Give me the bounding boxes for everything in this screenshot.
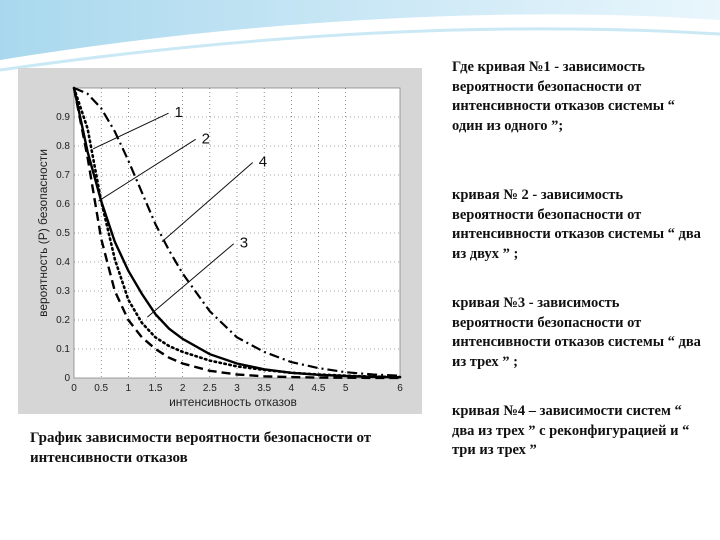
x-tick-label: 1.5 — [148, 383, 163, 394]
curve-label-4: 4 — [258, 153, 268, 171]
y-tick-label: 0.7 — [56, 170, 70, 181]
x-axis-title: интенсивность отказов — [169, 395, 297, 409]
reliability-chart — [18, 68, 422, 414]
x-tick-label: 2 — [179, 383, 186, 394]
y-tick-label: 0.8 — [56, 141, 70, 152]
y-tick-label: 0.9 — [56, 112, 70, 123]
note-curve-1: Где кривая №1 - зависимость вероятности безопасности от интенсивности отказов системы “ один из одного ”; — [452, 59, 675, 134]
chart-caption: График зависимости вероятности безопасности от интенсивности отказов — [30, 430, 372, 466]
x-tick-label: 3.5 — [257, 383, 272, 394]
curve-label-1: 1 — [174, 104, 183, 122]
curve-label-3: 3 — [239, 234, 249, 252]
x-tick-label: 2.5 — [202, 383, 217, 394]
x-tick-label: 6 — [397, 383, 403, 394]
y-tick-label: 0.4 — [56, 257, 70, 268]
curve-label-2: 2 — [201, 130, 211, 148]
y-tick-label: 0.3 — [56, 286, 70, 297]
chart-panel — [18, 68, 422, 414]
note-curve-4: кривая №4 – зависимости систем “ два из трех ” с реконфигурацией и “ три из трех ” — [452, 403, 690, 458]
y-tick-label: 0.6 — [56, 199, 70, 210]
x-tick-label: 3 — [234, 383, 240, 394]
note-curve-2: кривая № 2 - зависимость вероятности безопасности от интенсивности отказов системы “ два из двух ” ; — [452, 187, 701, 262]
x-tick-label: 4.5 — [311, 383, 326, 394]
x-tick-label: 5 — [342, 383, 349, 394]
y-tick-label: 0.1 — [56, 344, 70, 355]
y-tick-label: 0.5 — [56, 228, 70, 239]
x-tick-label: 0 — [71, 383, 77, 394]
note-curve-3: кривая №3 - зависимость вероятности безопасности от интенсивности отказов системы “ два из трех ” ; — [452, 295, 701, 370]
y-axis-title: вероятность (Р) безопасности — [36, 149, 50, 317]
y-tick-label: 0 — [64, 373, 70, 384]
x-tick-label: 0.5 — [94, 383, 109, 394]
x-tick-label: 1 — [125, 383, 132, 394]
x-tick-label: 4 — [288, 383, 295, 394]
y-tick-label: 0.2 — [56, 315, 70, 326]
